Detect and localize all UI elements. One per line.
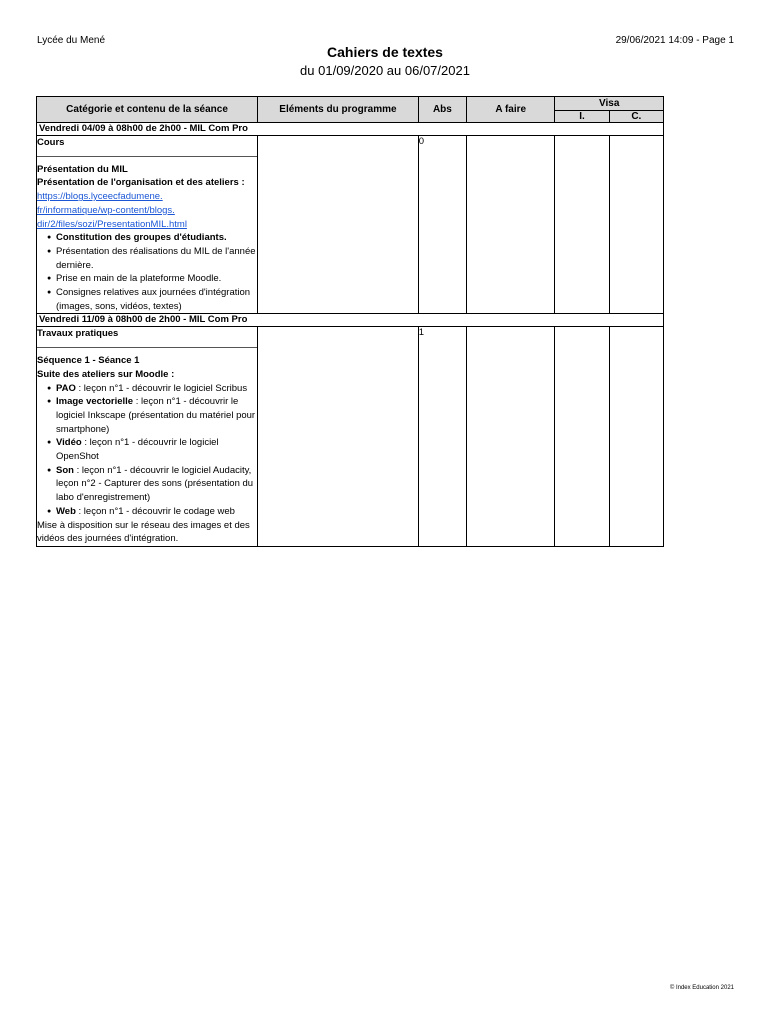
separator [37,347,257,348]
visa-i-cell [555,136,609,314]
content-title: Présentation du MIL [37,163,128,175]
list-item [47,436,257,463]
session-heading: Vendredi 04/09 à 08h00 de 2h00 - MIL Com Pro [37,123,664,136]
list-item [47,382,257,396]
item-text: : leçon n°1 - découvrir le logiciel Inkscape (présentation du matériel pour smartphone) [56,396,256,435]
list-item: ● Consignes relatives aux journées d'intégration (images, sons, vidéos, textes) [47,286,257,313]
content-title: Séquence 1 - Séance 1 [37,355,140,367]
content-subtitle: Présentation de l'organisation et des ateliers : [37,177,245,189]
abs-cell: 1 [418,327,466,547]
col-header-visa-c: C. [609,111,663,123]
item-text: : leçon n°1 - découvrir le logiciel OpenShot [56,437,219,463]
footer-copyright: © Index Education 2021 [669,985,734,991]
visa-c-cell [609,136,663,314]
list-item: ● Présentation des réalisations du MIL de l'année dernière. [47,245,257,272]
item-text: : leçon n°1 - découvrir le logiciel Audacity, leçon n°2 - Capturer des sons (présentation du labo d'enregistrement) [56,464,254,504]
item-text: : leçon n°1 - découvrir le codage web [75,505,235,517]
item-label: Vidéo [56,437,82,449]
presentation-link-part2[interactable]: fr/informatique/wp-content/blogs. [37,204,175,216]
cahier-table [36,96,664,547]
presentation-link-part1[interactable]: https://blogs.lyceecfadumene. [37,191,163,203]
elements-cell [258,327,419,547]
col-header-categorie: Catégorie et contenu de la séance [37,97,258,123]
closing-text: Mise à disposition sur le réseau des images et des vidéos des journées d'intégration. [37,519,250,545]
item-label: Image vectorielle [56,396,134,408]
presentation-link-part3[interactable]: dir/2/files/sozi/PresentationMIL.html [37,218,187,230]
abs-cell: 0 [418,136,466,314]
afaire-cell [467,136,555,314]
col-header-abs: Abs [418,97,466,123]
page-subtitle: du 01/09/2020 au 06/07/2021 [300,63,470,78]
item-label: Son [56,464,74,476]
content-subtitle: Suite des ateliers sur Moodle : [37,368,175,380]
visa-c-cell [609,327,663,547]
item-label: Web [56,505,76,517]
page-title: Cahiers de textes [327,44,443,60]
separator [37,156,257,157]
col-header-visa: Visa [555,97,664,111]
print-date-page: 29/06/2021 14:09 - Page 1 [615,35,734,46]
list-item: ● Prise en main de la plateforme Moodle. [47,272,257,286]
session-type: Travaux pratiques [37,328,119,340]
col-header-afaire: A faire [467,97,555,123]
session-content [37,136,258,314]
list-item [47,395,257,436]
list-item: ● Constitution des groupes d'étudiants. [47,231,257,245]
list-item [47,505,257,519]
session-heading: Vendredi 11/09 à 08h00 de 2h00 - MIL Com Pro [37,314,664,327]
session-type: Cours [37,137,65,148]
content-list [37,231,257,313]
list-item [47,464,257,505]
elements-cell [258,136,419,314]
content-list [37,382,257,519]
school-name: Lycée du Mené [37,35,106,46]
session-content [37,327,258,547]
col-header-visa-i: I. [555,111,609,123]
item-label: PAO [56,382,76,394]
visa-i-cell [555,327,609,547]
item-text: : leçon n°1 - découvrir le logiciel Scribus [75,382,248,394]
afaire-cell [467,327,555,547]
col-header-elements: Eléments du programme [258,97,419,123]
